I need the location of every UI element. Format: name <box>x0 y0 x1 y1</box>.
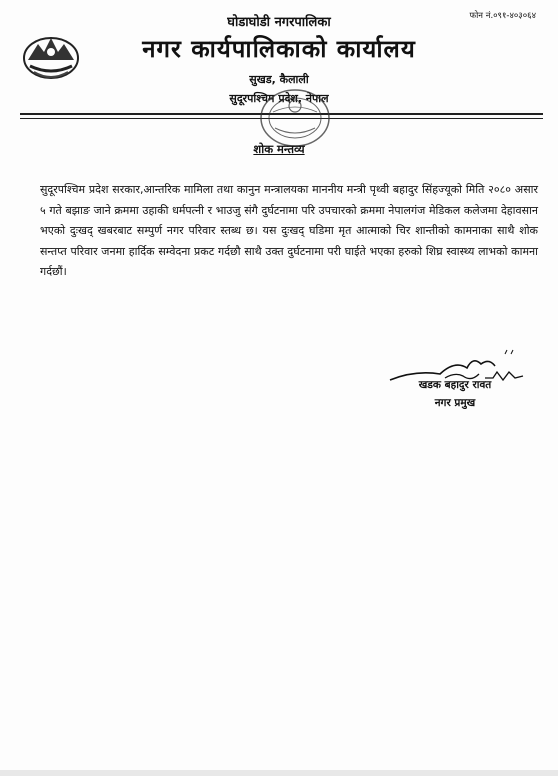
signatory-title: नगर प्रमुख <box>434 397 476 409</box>
office-place: सुखड, कैलाली <box>249 73 309 86</box>
municipality-name: घोडाघोडी नगरपालिका <box>227 15 331 30</box>
office-title: नगर कार्यपालिकाको कार्यालय <box>142 35 416 63</box>
phone-number: फोन नं.०९१-४०३०६४ <box>469 11 536 21</box>
office-address: सुदूरपश्चिम प्रदेश, नेपाल <box>229 92 329 105</box>
page-bottom-edge <box>0 770 558 776</box>
document-body: सुदूरपश्चिम प्रदेश सरकार,आन्तरिक मामिला तथा कानुन मन्त्रालयका माननीय मन्त्री पृथ्वी बहादुर सिंहज्यूको मिति २०८० असार ५ गते बझाङ जाने क्रममा उहाकी धर्मपत्नी र भाउजु संगै दुर्घटनामा परि उपचारको क्रममा नेपालगंज मेडिकल कलेजमा देहावसान भएको दुःखद् खबरबाट सम्पुर्ण नगर परिवार स्तब्ध छ। यस दुःखद् घडिमा मृत आत्माको चिर शान्तीको कामनाका साथै शोक सन्तप्त परिवार जनमा हार्दिक सम्वेदना प्रकट गर्दछौ साथै उक्त दुर्घटनामा परी घाईते भएका हरुको शिघ्र स्वास्थ्य लाभको कामना गर्दछौं। <box>40 183 538 278</box>
signatory-name: खडक बहादुर रावत <box>418 379 492 391</box>
document-subject: शोक मन्तव्य <box>253 142 305 156</box>
